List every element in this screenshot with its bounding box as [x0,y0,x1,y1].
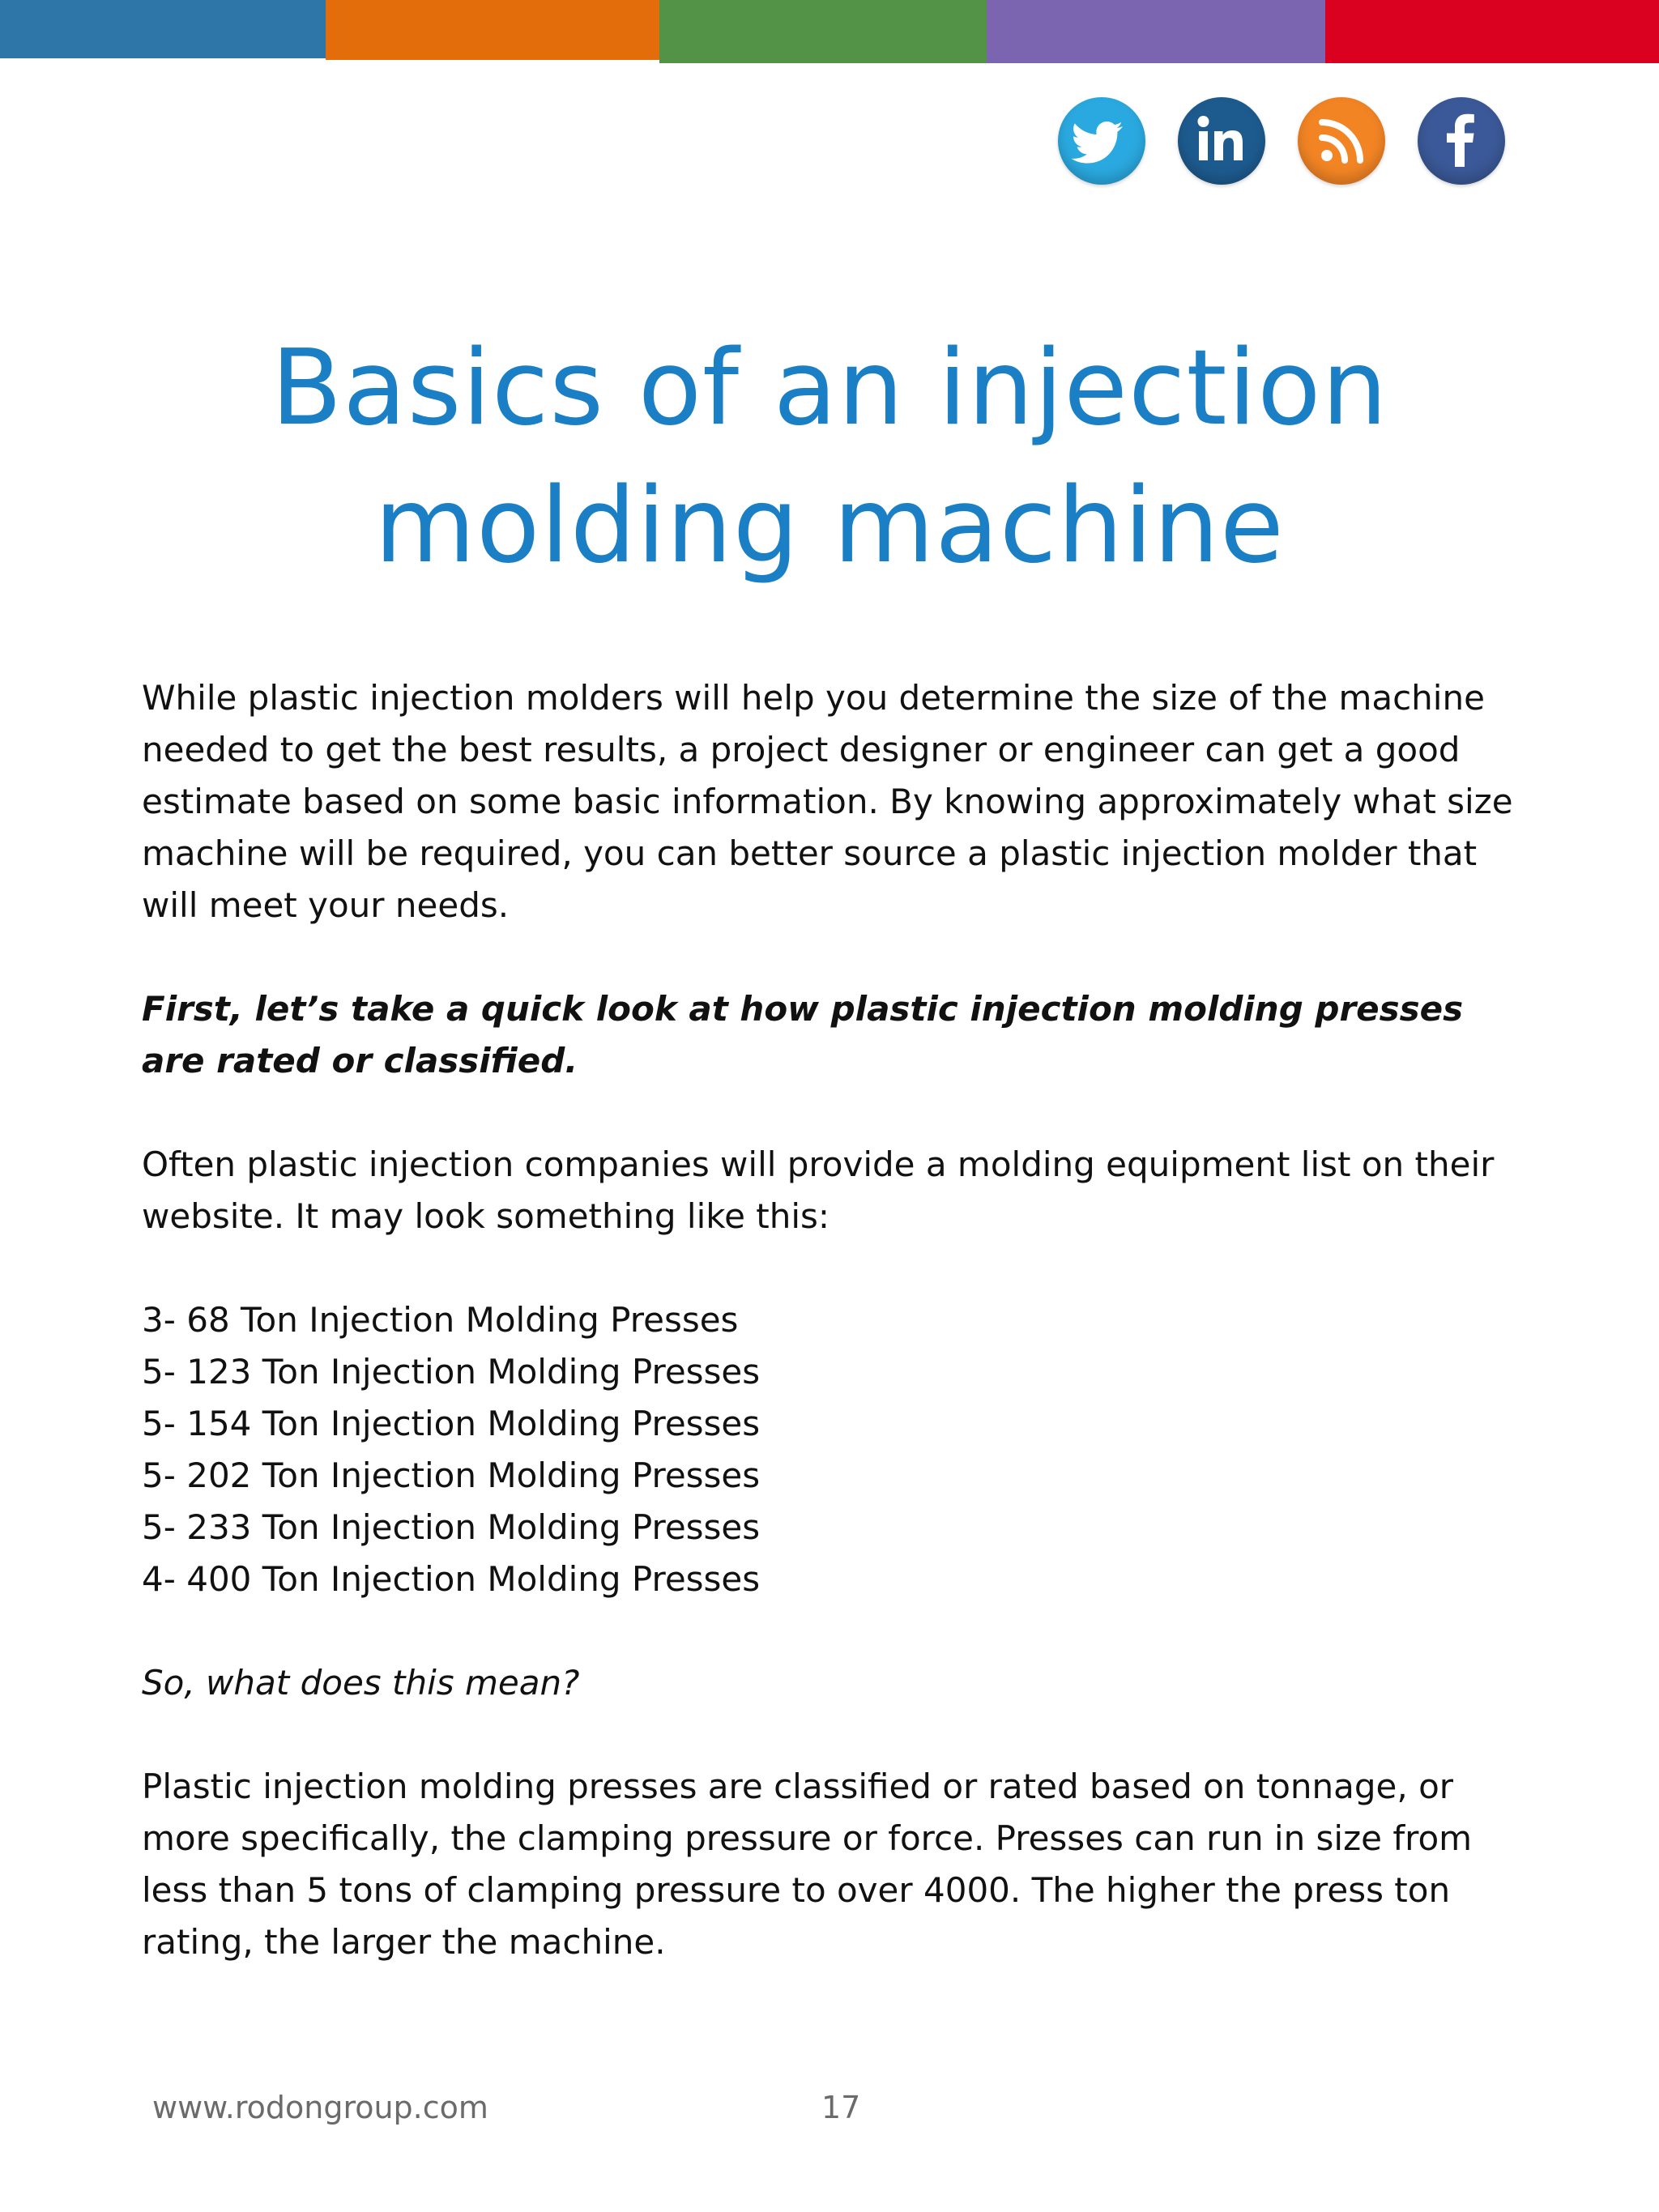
twitter-bird-icon [1058,97,1145,185]
body-content [142,672,1535,2020]
header-color-bar [0,0,1659,65]
page-title-line-2: molding machine [374,466,1285,586]
page-title [0,320,1659,595]
list-item: 5- 123 Ton Injection Molding Presses [142,1352,761,1392]
footer-website-link[interactable]: www.rodongroup.com [152,2090,488,2125]
explanation-paragraph: Plastic injection molding presses are classified or rated based on tonnage, or more specifically, the clamping pressure or force. Presses can run in size from less than 5 tons of clamping pressure to over 4000. The higher the press ton rating, the larger the machine. [142,1767,1473,1962]
facebook-icon [1418,97,1505,185]
color-bar-segment-green [659,0,987,63]
page-number: 17 [821,2090,861,2125]
intro-paragraph: While plastic injection molders will help you determine the size of the machine needed to get the best results, a project designer or engineer can get a good estimate based on some basic information. By knowing approximately what size machine will be required, you can better source a plastic injection molder that will meet your needs. [142,678,1513,925]
rss-icon [1298,97,1385,185]
social-links [0,97,1659,186]
list-item: 4- 400 Ton Injection Molding Presses [142,1559,761,1599]
color-bar-segment-red [1325,0,1659,63]
list-item: 5- 233 Ton Injection Molding Presses [142,1507,761,1547]
emphasis-paragraph: First, let’s take a quick look at how plastic injection molding presses are rated or classified. [142,989,1464,1080]
color-bar-segment-orange [326,0,659,60]
rss-button[interactable] [1298,97,1385,185]
list-item: 3- 68 Ton Injection Molding Presses [142,1300,739,1340]
twitter-button[interactable] [1058,97,1145,185]
list-item: 5- 154 Ton Injection Molding Presses [142,1404,761,1443]
list-item: 5- 202 Ton Injection Molding Presses [142,1455,761,1495]
color-bar-segment-purple [987,0,1325,63]
page-title-line-1: Basics of an injection [271,328,1388,449]
linkedin-icon [1178,97,1265,185]
linkedin-button[interactable] [1178,97,1265,185]
equipment-intro-paragraph: Often plastic injection companies will provide a molding equipment list on their website. It may look something like this: [142,1144,1495,1236]
question-paragraph: So, what does this mean? [142,1663,580,1703]
color-bar-segment-blue [0,0,326,58]
equipment-list [142,1294,1535,1605]
facebook-button[interactable] [1418,97,1505,185]
